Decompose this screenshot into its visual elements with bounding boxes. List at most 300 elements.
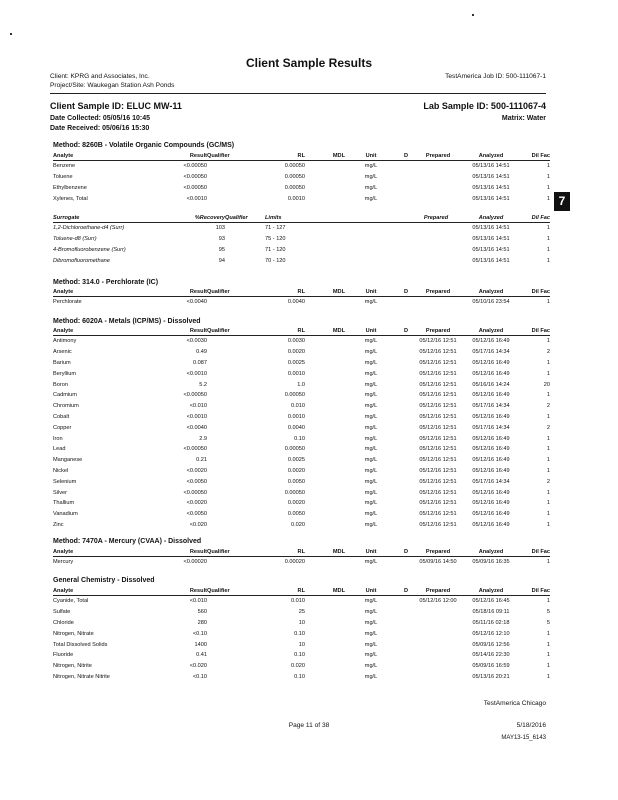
cell-mdl	[305, 193, 345, 204]
cell-dil: 1	[546, 299, 550, 306]
cell-unit: mg/L	[364, 521, 378, 528]
cell-dil: 1	[546, 446, 550, 453]
cell-result: 0.49	[196, 349, 207, 356]
cell-prepared	[415, 650, 461, 661]
cell-rl: 0.0010	[287, 413, 305, 420]
cell-qualifier	[207, 455, 245, 466]
cell-analyte: Nickel	[53, 467, 69, 474]
cell-prepared	[415, 672, 461, 683]
cell-dil: 1	[546, 457, 550, 464]
results-table-voc	[53, 152, 550, 204]
cell-analyzed: 05/17/16 14:34	[472, 478, 510, 485]
cell-analyte: Lead	[53, 446, 66, 453]
cell-rl: 0.010	[291, 598, 305, 605]
cell-analyte: Silver	[53, 489, 67, 496]
cell-mdl	[305, 661, 345, 672]
cell-prepared: 05/12/16 12:51	[419, 349, 457, 356]
cell-qualifier	[207, 498, 245, 509]
cell-mdl	[305, 368, 345, 379]
cell-qualifier	[207, 557, 245, 568]
cell-unit: mg/L	[364, 609, 378, 616]
cell-mdl	[305, 672, 345, 683]
cell-rl: 0.020	[291, 663, 305, 670]
cell-d	[397, 466, 415, 477]
table-row	[53, 557, 550, 568]
cell-result: 0.21	[196, 457, 207, 464]
spacer-cell	[305, 255, 411, 266]
cell-prepared: 05/12/16 12:51	[419, 403, 457, 410]
cell-d	[397, 172, 415, 183]
client-sample-id: Client Sample ID: ELUC MW-11	[50, 101, 182, 111]
cell-unit: mg/L	[364, 559, 378, 566]
column-header-d: D	[397, 587, 415, 596]
cell-mdl	[305, 487, 345, 498]
cell-dil: 1	[546, 184, 550, 191]
table-row	[53, 183, 550, 194]
spacer-cell	[305, 223, 411, 234]
column-header-result: Result	[145, 587, 207, 596]
cell-dil: 1	[546, 489, 550, 496]
cell-analyzed: 05/12/16 16:49	[472, 370, 510, 377]
cell-prepared: 05/09/16 14:50	[419, 559, 457, 566]
cell-prepared: 05/12/16 12:51	[419, 359, 457, 366]
table-row	[53, 422, 550, 433]
table-row	[53, 161, 550, 172]
cell-unit: mg/L	[364, 467, 378, 474]
cell-dil: 20	[543, 381, 550, 388]
cell-rl: 0.10	[294, 673, 305, 680]
cell-mdl	[305, 161, 345, 172]
cell-d	[397, 618, 415, 629]
cell-prepared: 05/12/16 12:51	[419, 381, 457, 388]
cell-qualifier	[207, 650, 245, 661]
cell-analyte: Cobalt	[53, 413, 70, 420]
cell-qualifier	[207, 412, 245, 423]
spacer-cell	[305, 214, 411, 223]
cell-unit: mg/L	[364, 403, 378, 410]
surrogate-cell-analyzed: 05/13/16 14:51	[472, 225, 510, 232]
cell-result: 1400	[194, 641, 207, 648]
cell-result: 560	[197, 609, 207, 616]
cell-prepared: 05/12/16 12:51	[419, 521, 457, 528]
cell-rl: 0.0020	[287, 467, 305, 474]
cell-dil: 1	[546, 174, 550, 181]
matrix: Matrix: Water	[501, 115, 546, 122]
cell-prepared	[415, 297, 461, 308]
date-collected: Date Collected: 05/05/16 10:45	[50, 115, 150, 122]
cell-d	[397, 639, 415, 650]
column-header-analyte: Analyte	[53, 288, 145, 297]
cell-result: <0.0020	[186, 467, 207, 474]
column-header-result: Result	[145, 327, 207, 336]
cell-analyte: Thallium	[53, 500, 75, 507]
cell-result: <0.0040	[186, 424, 207, 431]
table-row	[53, 401, 550, 412]
cell-unit: mg/L	[364, 489, 378, 496]
cell-analyzed: 05/13/16 14:51	[472, 163, 510, 170]
cell-d	[397, 444, 415, 455]
cell-dil: 1	[546, 163, 550, 170]
cell-analyte: Copper	[53, 424, 72, 431]
surrogate-header-limits: Limits	[265, 214, 305, 223]
cell-prepared: 05/12/16 12:51	[419, 467, 457, 474]
cell-mdl	[305, 466, 345, 477]
cell-analyzed: 05/12/16 16:49	[472, 511, 510, 518]
column-header-result: Result	[145, 288, 207, 297]
cell-rl: 0.0010	[287, 195, 305, 202]
column-header-prepared: Prepared	[415, 327, 461, 336]
cell-d	[397, 358, 415, 369]
table-row	[53, 358, 550, 369]
cell-analyte: Perchlorate	[53, 299, 82, 306]
cell-dil: 1	[546, 435, 550, 442]
cell-mdl	[305, 618, 345, 629]
cell-d	[397, 297, 415, 308]
column-header-result: Result	[145, 548, 207, 557]
cell-rl: 0.00050	[284, 184, 305, 191]
column-header-mdl: MDL	[305, 152, 345, 161]
cell-unit: mg/L	[364, 359, 378, 366]
section-tab-marker: 7	[554, 192, 570, 211]
cell-qualifier	[207, 422, 245, 433]
cell-rl: 0.0050	[287, 478, 305, 485]
surrogate-cell-qualifier	[225, 234, 265, 245]
cell-rl: 0.0050	[287, 511, 305, 518]
cell-d	[397, 455, 415, 466]
cell-result: <0.010	[189, 403, 207, 410]
cell-prepared	[415, 618, 461, 629]
cell-unit: mg/L	[364, 619, 378, 626]
cell-result: <0.10	[192, 673, 207, 680]
cell-unit: mg/L	[364, 500, 378, 507]
cell-result: <0.00020	[183, 559, 207, 566]
cell-rl: 0.00050	[284, 174, 305, 181]
surrogate-header-recovery: %Recovery	[173, 214, 225, 223]
table-header-row	[53, 327, 550, 336]
column-header-rl: RL	[245, 327, 305, 336]
surrogate-header-prepared: Prepared	[411, 214, 461, 223]
surrogate-cell-name: 4-Bromofluorobenzene (Surr)	[53, 246, 126, 253]
project-site: Project/Site: Waukegan Station Ash Ponds	[50, 82, 175, 89]
table-row	[53, 368, 550, 379]
cell-analyzed: 05/17/16 14:34	[472, 424, 510, 431]
cell-rl: 0.10	[294, 652, 305, 659]
column-header-analyte: Analyte	[53, 152, 145, 161]
cell-qualifier	[207, 476, 245, 487]
cell-mdl	[305, 347, 345, 358]
cell-mdl	[305, 520, 345, 531]
column-header-qualifier: Qualifier	[207, 288, 245, 297]
cell-d	[397, 161, 415, 172]
cell-prepared: 05/12/16 12:51	[419, 392, 457, 399]
table-row	[53, 520, 550, 531]
cell-qualifier	[207, 172, 245, 183]
cell-qualifier	[207, 607, 245, 618]
column-header-dil: Dil Fac	[521, 152, 550, 161]
column-header-prepared: Prepared	[415, 288, 461, 297]
results-table-mercury	[53, 548, 550, 568]
cell-rl: 0.020	[291, 521, 305, 528]
cell-rl: 0.0020	[287, 349, 305, 356]
cell-prepared: 05/12/16 12:51	[419, 446, 457, 453]
cell-unit: mg/L	[364, 446, 378, 453]
cell-prepared: 05/12/16 12:51	[419, 457, 457, 464]
cell-prepared: 05/12/16 12:51	[419, 435, 457, 442]
cell-unit: mg/L	[364, 349, 378, 356]
cell-result: <0.00050	[183, 174, 207, 181]
table-row	[53, 618, 550, 629]
cell-mdl	[305, 498, 345, 509]
column-header-analyzed: Analyzed	[461, 587, 521, 596]
column-header-prepared: Prepared	[415, 152, 461, 161]
cell-rl: 10	[298, 619, 305, 626]
cell-rl: 0.0040	[287, 424, 305, 431]
cell-dil: 1	[546, 500, 550, 507]
column-header-dil: Dil Fac	[521, 548, 550, 557]
cell-result: <0.0010	[186, 195, 207, 202]
table-header-row	[53, 587, 550, 596]
cell-qualifier	[207, 639, 245, 650]
surrogate-table-voc	[53, 214, 550, 266]
cell-analyte: Nitrogen, Nitrate Nitrite	[53, 673, 110, 680]
cell-prepared: 05/12/16 12:51	[419, 511, 457, 518]
cell-analyzed: 05/13/16 14:51	[472, 174, 510, 181]
column-header-qualifier: Qualifier	[207, 548, 245, 557]
cell-analyte: Toluene	[53, 174, 73, 181]
cell-result: 0.087	[193, 359, 207, 366]
cell-analyte: Sulfate	[53, 609, 71, 616]
cell-unit: mg/L	[364, 457, 378, 464]
cell-analyte: Fluoride	[53, 652, 74, 659]
cell-analyzed: 05/12/16 16:49	[472, 489, 510, 496]
cell-result: <0.0030	[186, 338, 207, 345]
cell-unit: mg/L	[364, 630, 378, 637]
cell-mdl	[305, 412, 345, 423]
column-header-unit: Unit	[345, 152, 397, 161]
cell-analyzed: 05/09/16 16:59	[472, 663, 510, 670]
surrogate-cell-qualifier	[225, 223, 265, 234]
cell-analyzed: 05/12/16 16:49	[472, 521, 510, 528]
column-header-qualifier: Qualifier	[207, 587, 245, 596]
cell-analyte: Nitrogen, Nitrite	[53, 663, 92, 670]
cell-dil: 1	[546, 195, 550, 202]
cell-unit: mg/L	[364, 299, 378, 306]
cell-analyte: Arsenic	[53, 349, 72, 356]
cell-d	[397, 628, 415, 639]
table-row	[53, 607, 550, 618]
cell-mdl	[305, 422, 345, 433]
cell-result: <0.10	[192, 630, 207, 637]
cell-d	[397, 183, 415, 194]
table-row	[53, 455, 550, 466]
cell-result: <0.00050	[183, 184, 207, 191]
column-header-result: Result	[145, 152, 207, 161]
cell-analyte: Vanadium	[53, 511, 78, 518]
cell-prepared	[415, 193, 461, 204]
cell-d	[397, 347, 415, 358]
cell-analyte: Ethylbenzene	[53, 184, 87, 191]
surrogate-row	[53, 223, 550, 234]
cell-prepared: 05/12/16 12:51	[419, 489, 457, 496]
cell-qualifier	[207, 466, 245, 477]
cell-qualifier	[207, 509, 245, 520]
column-header-mdl: MDL	[305, 288, 345, 297]
cell-analyte: Selenium	[53, 478, 77, 485]
cell-result: <0.010	[189, 598, 207, 605]
cell-dil: 1	[546, 559, 550, 566]
cell-analyzed: 05/12/16 16:49	[472, 446, 510, 453]
cell-prepared	[415, 639, 461, 650]
cell-analyzed: 05/18/16 09:11	[472, 609, 510, 616]
table-row	[53, 661, 550, 672]
table-row	[53, 390, 550, 401]
surrogate-cell-prepared	[411, 223, 461, 234]
spacer-cell	[305, 234, 411, 245]
cell-prepared: 05/12/16 12:00	[419, 598, 457, 605]
cell-analyte: Mercury	[53, 559, 74, 566]
cell-prepared	[415, 161, 461, 172]
column-header-qualifier: Qualifier	[207, 327, 245, 336]
table-row	[53, 476, 550, 487]
cell-qualifier	[207, 297, 245, 308]
surrogate-cell-recovery: 103	[215, 225, 225, 232]
cell-d	[397, 596, 415, 607]
table-row	[53, 672, 550, 683]
surrogate-cell-dil: 1	[546, 246, 550, 253]
surrogate-cell-name: Dibromofluoromethane	[53, 257, 110, 264]
cell-result: 2.9	[199, 435, 207, 442]
cell-result: <0.0050	[186, 511, 207, 518]
cell-d	[397, 672, 415, 683]
column-header-analyte: Analyte	[53, 587, 145, 596]
cell-analyte: Xylenes, Total	[53, 195, 88, 202]
cell-rl: 0.00050	[284, 163, 305, 170]
cell-dil: 1	[546, 413, 550, 420]
surrogate-cell-limits: 71 - 120	[265, 246, 286, 253]
cell-qualifier	[207, 520, 245, 531]
client-name: Client: KPRG and Associates, Inc.	[50, 73, 150, 80]
cell-unit: mg/L	[364, 392, 378, 399]
cell-mdl	[305, 607, 345, 618]
surrogate-cell-analyzed: 05/13/16 14:51	[472, 236, 510, 243]
cell-rl: 0.00020	[284, 559, 305, 566]
cell-dil: 1	[546, 673, 550, 680]
cell-rl: 25	[298, 609, 305, 616]
cell-result: 280	[197, 619, 207, 626]
lab-sample-id: Lab Sample ID: 500-111067-4	[423, 101, 546, 111]
surrogate-cell-analyzed: 05/13/16 14:51	[472, 246, 510, 253]
cell-mdl	[305, 297, 345, 308]
page-number: Page 11 of 38	[288, 722, 330, 729]
cell-qualifier	[207, 379, 245, 390]
cell-prepared	[415, 607, 461, 618]
cell-qualifier	[207, 444, 245, 455]
cell-d	[397, 412, 415, 423]
column-header-unit: Unit	[345, 288, 397, 297]
cell-qualifier	[207, 390, 245, 401]
cell-mdl	[305, 509, 345, 520]
surrogate-header-dil: Dil Fac	[521, 214, 550, 223]
table-header-row	[53, 152, 550, 161]
table-row	[53, 193, 550, 204]
table-row	[53, 509, 550, 520]
cell-analyte: Iron	[53, 435, 63, 442]
cell-d	[397, 422, 415, 433]
cell-rl: 0.010	[291, 403, 305, 410]
table-row	[53, 466, 550, 477]
cell-analyzed: 05/12/16 16:49	[472, 500, 510, 507]
section-title-mercury: Method: 7470A - Mercury (CVAA) - Dissolved	[53, 538, 202, 545]
cell-unit: mg/L	[364, 424, 378, 431]
column-header-prepared: Prepared	[415, 587, 461, 596]
column-header-prepared: Prepared	[415, 548, 461, 557]
column-header-mdl: MDL	[305, 327, 345, 336]
cell-analyzed: 05/13/16 14:51	[472, 195, 510, 202]
surrogate-header-analyzed: Analyzed	[461, 214, 521, 223]
cell-rl: 0.0025	[287, 457, 305, 464]
cell-analyzed: 05/09/16 12:56	[472, 641, 510, 648]
cell-d	[397, 557, 415, 568]
section-title-metals: Method: 6020A - Metals (ICP/MS) - Dissolved	[53, 318, 201, 325]
cell-d	[397, 607, 415, 618]
results-table-genchem	[53, 587, 550, 682]
cell-unit: mg/L	[364, 381, 378, 388]
cell-prepared	[415, 628, 461, 639]
surrogate-cell-qualifier	[225, 245, 265, 256]
cell-qualifier	[207, 401, 245, 412]
table-row	[53, 297, 550, 308]
cell-qualifier	[207, 183, 245, 194]
cell-analyzed: 05/09/16 16:35	[472, 559, 510, 566]
footer-date: 5/18/2016	[516, 722, 546, 729]
table-row	[53, 412, 550, 423]
surrogate-header-qualifier: Qualifier	[225, 214, 265, 223]
surrogate-row	[53, 255, 550, 266]
job-id: TestAmerica Job ID: 500-111067-1	[445, 73, 546, 80]
surrogate-cell-dil: 1	[546, 225, 550, 232]
cell-dil: 1	[546, 630, 550, 637]
cell-analyzed: 05/13/16 14:51	[472, 184, 510, 191]
cell-prepared: 05/12/16 12:51	[419, 500, 457, 507]
surrogate-row	[53, 234, 550, 245]
cell-analyzed: 05/12/16 16:49	[472, 467, 510, 474]
cell-analyzed: 05/17/16 14:34	[472, 403, 510, 410]
cell-rl: 0.0040	[287, 299, 305, 306]
cell-result: <0.020	[189, 521, 207, 528]
cell-d	[397, 520, 415, 531]
cell-mdl	[305, 183, 345, 194]
table-row	[53, 628, 550, 639]
section-title-perchlorate: Method: 314.0 - Perchlorate (IC)	[53, 279, 159, 286]
cell-result: <0.00050	[183, 392, 207, 399]
cell-dil: 2	[546, 424, 550, 431]
cell-analyzed: 05/12/16 16:49	[472, 392, 510, 399]
page-title: Client Sample Results	[245, 56, 373, 70]
cell-prepared: 05/12/16 12:51	[419, 478, 457, 485]
cell-analyte: Benzene	[53, 163, 76, 170]
table-row	[53, 336, 550, 347]
cell-rl: 1.0	[297, 381, 305, 388]
cell-prepared: 05/12/16 12:51	[419, 370, 457, 377]
cell-qualifier	[207, 618, 245, 629]
cell-unit: mg/L	[364, 174, 378, 181]
cell-mdl	[305, 433, 345, 444]
cell-rl: 0.00050	[284, 489, 305, 496]
cell-analyzed: 05/12/16 16:45	[472, 598, 510, 605]
cell-dil: 1	[546, 392, 550, 399]
surrogate-cell-limits: 70 - 120	[265, 257, 286, 264]
cell-unit: mg/L	[364, 598, 378, 605]
